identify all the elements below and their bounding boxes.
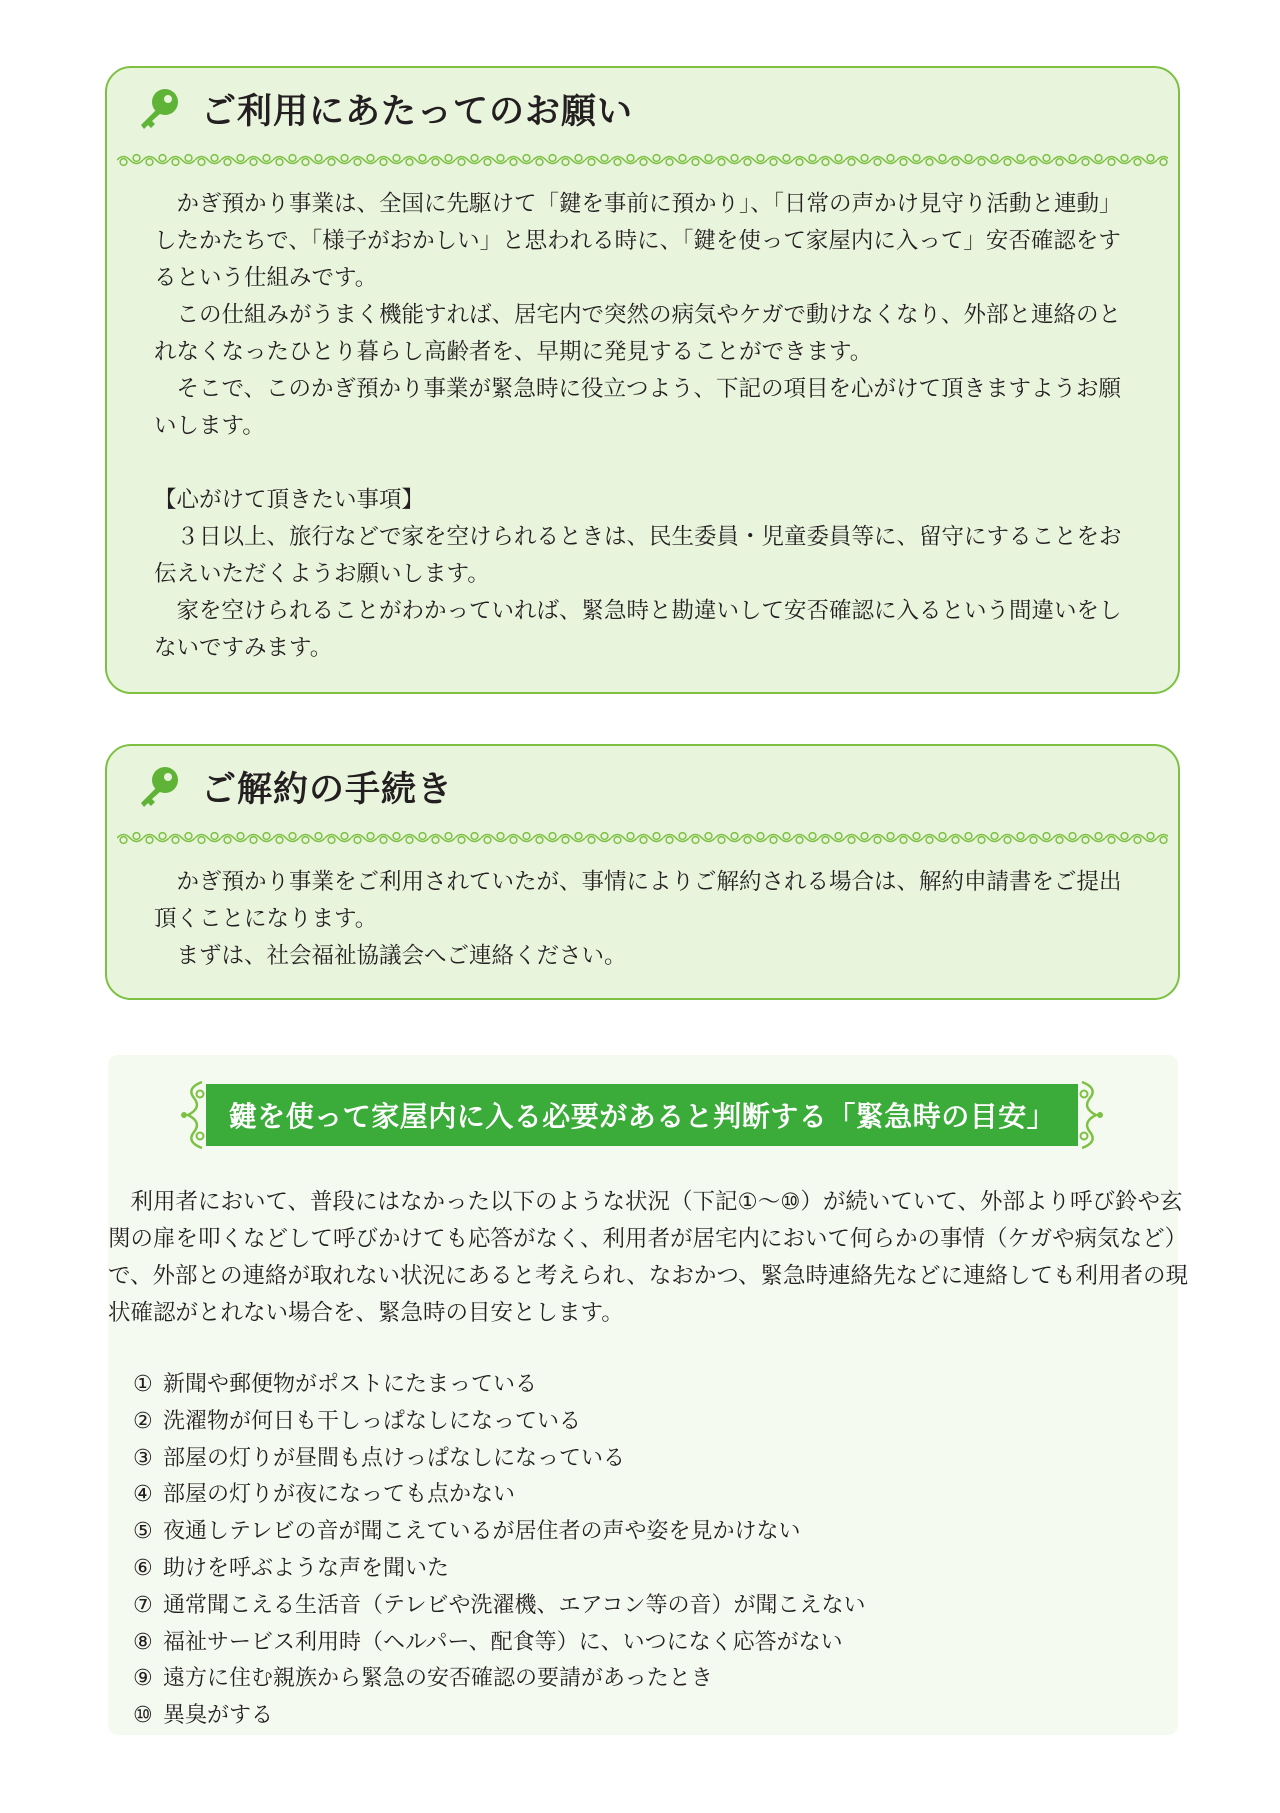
list-item <box>133 1441 865 1478</box>
notes-subheading: 【心がけて頂きたい事項】 <box>154 487 425 513</box>
item-text: 遠方に住む親族から緊急の安否確認の要請があったとき <box>163 1666 713 1692</box>
item-text: 夜通しテレビの音が聞こえているが居住者の声や姿を見かけない <box>163 1519 801 1545</box>
list-item <box>133 1514 865 1551</box>
list-item <box>133 1698 865 1735</box>
vine-bracket-right <box>1076 1080 1106 1150</box>
list-item <box>133 1551 865 1588</box>
list-item <box>133 1661 865 1698</box>
item-text: 福祉サービス利用時（ヘルパー、配食等）に、いつになく応答がない <box>163 1629 843 1655</box>
cancellation-body <box>107 848 1178 975</box>
list-item <box>133 1477 865 1514</box>
cancellation-header <box>107 746 1178 828</box>
item-text: 洗濯物が何日も干しっぱなしになっている <box>163 1408 582 1434</box>
emergency-banner <box>178 1080 1106 1150</box>
item-text: 助けを呼ぶような声を聞いた <box>163 1555 450 1581</box>
usage-paragraph: かぎ預かり事業は、全国に先駆けて「鍵を事前に預かり」、「日常の声かけ見守り活動と連動」したかたちで、「様子がおかしい」と思われる時に、「鍵を使って家屋内に入って」安否確認をするという仕組みです。 <box>154 191 1122 291</box>
item-number: ④ <box>133 1482 153 1508</box>
usage-paragraph: そこで、このかぎ預かり事業が緊急時に役立つよう、下記の項目を心がけて頂きますようお願いします。 <box>154 376 1122 439</box>
item-text: 部屋の灯りが夜になっても点かない <box>163 1482 516 1508</box>
vine-bracket-left <box>178 1080 208 1150</box>
item-number: ⑥ <box>133 1555 153 1581</box>
emergency-banner-bar <box>206 1084 1078 1146</box>
emergency-banner-title: 鍵を使って家屋内に入る必要があると判断する「緊急時の目安」 <box>228 1100 1056 1133</box>
usage-request-panel <box>105 66 1180 694</box>
item-number: ⑤ <box>133 1519 153 1545</box>
list-item <box>133 1625 865 1662</box>
usage-request-body <box>107 170 1178 667</box>
list-item <box>133 1588 865 1625</box>
item-text: 部屋の灯りが昼間も点けっぱなしになっている <box>163 1445 626 1471</box>
note-paragraph: 家を空けられることがわかっていれば、緊急時と勘違いして安否確認に入るという間違いをしないですみます。 <box>154 598 1122 661</box>
emergency-criteria-list <box>133 1367 865 1735</box>
cancellation-title: ご解約の手続き <box>201 770 454 810</box>
item-number: ⑨ <box>133 1666 153 1692</box>
item-text: 通常聞こえる生活音（テレビや洗濯機、エアコン等の音）が聞こえない <box>163 1592 866 1618</box>
item-text: 新聞や郵便物がポストにたまっている <box>163 1372 538 1397</box>
list-item <box>133 1367 865 1404</box>
item-number: ③ <box>133 1445 153 1471</box>
vine-divider <box>117 828 1168 848</box>
usage-request-title: ご利用にあたってのお願い <box>201 92 634 132</box>
item-number: ⑩ <box>133 1703 153 1729</box>
key-icon <box>135 764 181 810</box>
item-text: 異臭がする <box>163 1703 274 1729</box>
item-number: ⑧ <box>133 1629 153 1655</box>
key-icon <box>135 86 181 132</box>
cancellation-panel <box>105 744 1180 1000</box>
emergency-intro: 利用者において、普段にはなかった以下のような状況（下記①～⑩）が続いていて、外部より呼び鈴や玄関の扉を叩くなどして呼びかけても応答がなく、利用者が居宅内において何らかの事情（ケガや病気など）で、外部との連絡が取れない状況にあると考えられ、なおかつ、緊急時連絡先などに連絡しても利用者の現状確認がとれない場合を、緊急時の目安とします。 <box>108 1189 1189 1326</box>
usage-paragraph: この仕組みがうまく機能すれば、居宅内で突然の病気やケガで動けなくなり、外部と連絡のとれなくなったひとり暮らし高齢者を、早期に発見することができます。 <box>154 302 1122 365</box>
item-number: ② <box>133 1408 153 1434</box>
list-item <box>133 1404 865 1441</box>
cancellation-paragraph: かぎ預かり事業をご利用されていたが、事情によりご解約される場合は、解約申請書をご提出頂くことになります。 <box>154 869 1122 932</box>
item-number: ① <box>133 1372 153 1397</box>
note-paragraph: ３日以上、旅行などで家を空けられるときは、民生委員・児童委員等に、留守にすることをお伝えいただくようお願いします。 <box>154 524 1122 587</box>
vine-divider <box>117 150 1168 170</box>
item-number: ⑦ <box>133 1592 153 1618</box>
usage-request-header <box>107 68 1178 150</box>
cancellation-paragraph: まずは、社会福祉協議会へご連絡ください。 <box>176 943 627 969</box>
